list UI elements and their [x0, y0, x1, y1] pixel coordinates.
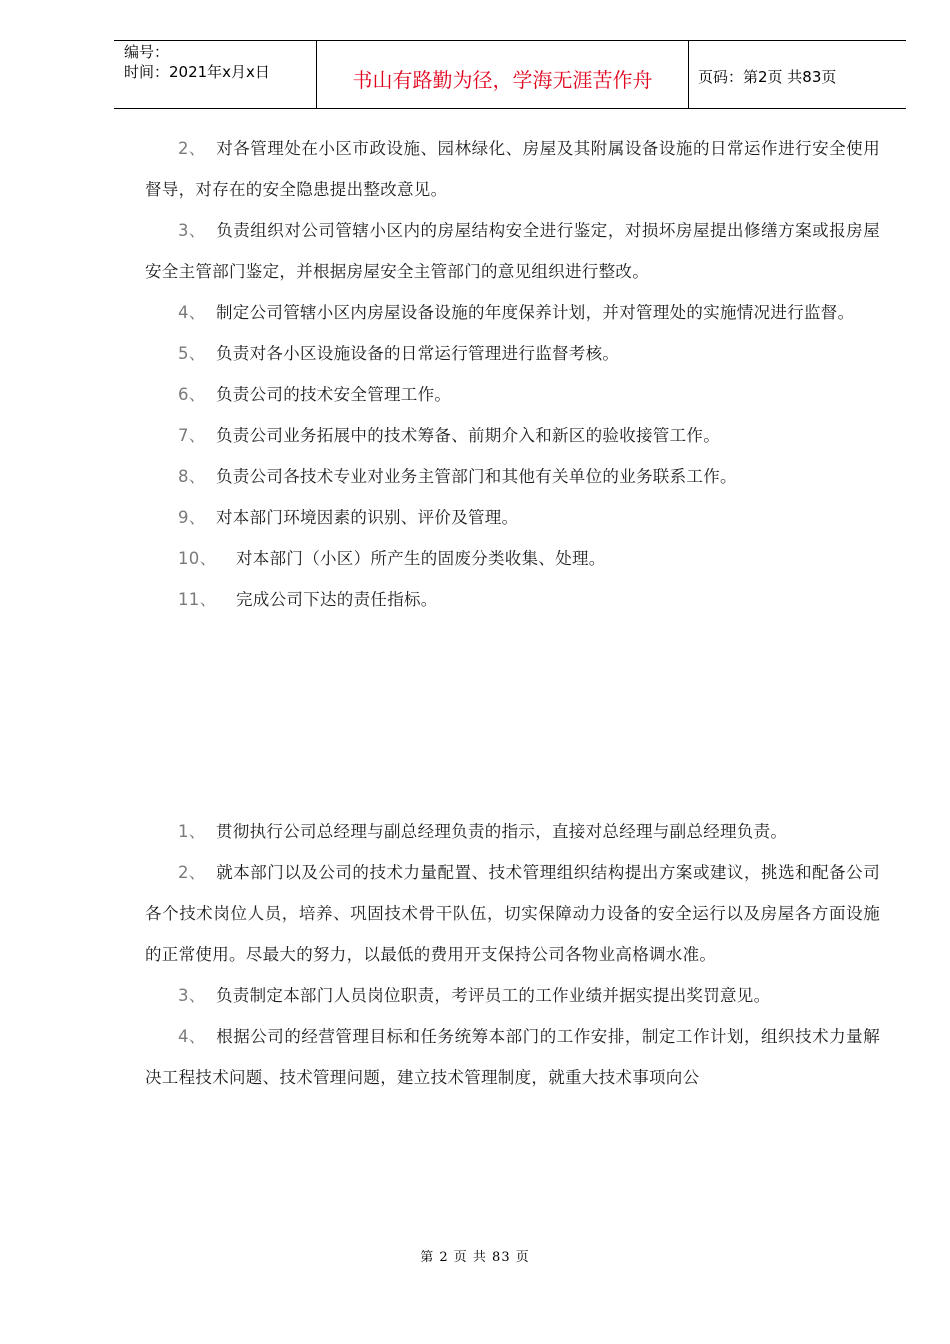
item-number: 2、: [178, 139, 206, 158]
list-item: [145, 852, 880, 975]
page-header: [114, 40, 906, 109]
item-text: 制定公司管辖小区内房屋设备设施的年度保养计划，并对管理处的实施情况进行监督。: [216, 303, 855, 322]
document-code-label: 编号：: [124, 43, 170, 61]
document-time-label: 时间：2021年x月x日: [124, 63, 270, 81]
header-motto: 书山有路勤为径，学海无涯苦作舟: [352, 68, 653, 92]
list-item: [145, 497, 880, 538]
item-number: 3、: [178, 221, 206, 240]
header-page-number: 页码：第2页 共83页: [698, 68, 837, 86]
list-item: [145, 538, 880, 579]
page-footer: 第 2 页 共 83 页: [420, 1250, 530, 1265]
list-item: [145, 415, 880, 456]
list-item: [145, 811, 880, 852]
list-item: [145, 374, 880, 415]
item-text: 负责制定本部门人员岗位职责，考评员工的工作业绩并据实提出奖罚意见。: [216, 986, 771, 1005]
item-number: 6、: [178, 385, 206, 404]
section-gap: [145, 620, 880, 811]
list-item: [145, 1016, 880, 1098]
item-text: 负责公司各技术专业对业务主管部门和其他有关单位的业务联系工作。: [216, 467, 737, 486]
duties-list-2: [145, 811, 880, 1098]
item-number: 3、: [178, 986, 206, 1005]
item-number: 7、: [178, 426, 206, 445]
list-item: [145, 456, 880, 497]
document-body: [145, 128, 880, 1098]
item-text: 对本部门环境因素的识别、评价及管理。: [216, 508, 519, 527]
item-text: 负责公司的技术安全管理工作。: [216, 385, 452, 404]
item-number: 1、: [178, 822, 206, 841]
item-text: 负责对各小区设施设备的日常运行管理进行监督考核。: [216, 344, 620, 363]
item-number: 2、: [178, 863, 206, 882]
list-item: [145, 128, 880, 210]
list-item: [145, 210, 880, 292]
item-text: 完成公司下达的责任指标。: [236, 590, 438, 609]
item-text: 对本部门（小区）所产生的固废分类收集、处理。: [236, 549, 606, 568]
item-number: 8、: [178, 467, 206, 486]
duties-list-1: [145, 128, 880, 620]
list-item: [145, 333, 880, 374]
list-item: [145, 579, 880, 620]
item-text: 对各管理处在小区市政设施、园林绿化、房屋及其附属设备设施的日常运作进行安全使用督导，对存在的安全隐患提出整改意见。: [145, 139, 880, 199]
item-number: 4、: [178, 1027, 206, 1046]
item-text: 就本部门以及公司的技术力量配置、技术管理组织结构提出方案或建议，挑选和配备公司各个技术岗位人员，培养、巩固技术骨干队伍，切实保障动力设备的安全运行以及房屋各方面设施的正常使用。尽最大的努力，以最低的费用开支保持公司各物业高格调水准。: [145, 863, 880, 964]
item-text: 贯彻执行公司总经理与副总经理负责的指示，直接对总经理与副总经理负责。: [216, 822, 788, 841]
item-number: 10、: [178, 549, 217, 568]
list-item: [145, 292, 880, 333]
item-text: 负责组织对公司管辖小区内的房屋结构安全进行鉴定，对损坏房屋提出修缮方案或报房屋安全主管部门鉴定，并根据房屋安全主管部门的意见组织进行整改。: [145, 221, 880, 281]
item-text: 根据公司的经营管理目标和任务统筹本部门的工作安排，制定工作计划，组织技术力量解决工程技术问题、技术管理问题，建立技术管理制度，就重大技术事项向公: [145, 1027, 880, 1087]
item-number: 4、: [178, 303, 206, 322]
item-number: 5、: [178, 344, 206, 363]
item-number: 9、: [178, 508, 206, 527]
list-item: [145, 975, 880, 1016]
header-motto-cell: [317, 41, 689, 108]
item-number: 11、: [178, 590, 217, 609]
item-text: 负责公司业务拓展中的技术筹备、前期介入和新区的验收接管工作。: [216, 426, 720, 445]
header-meta-cell: [114, 41, 317, 108]
header-page-cell: [689, 41, 906, 108]
